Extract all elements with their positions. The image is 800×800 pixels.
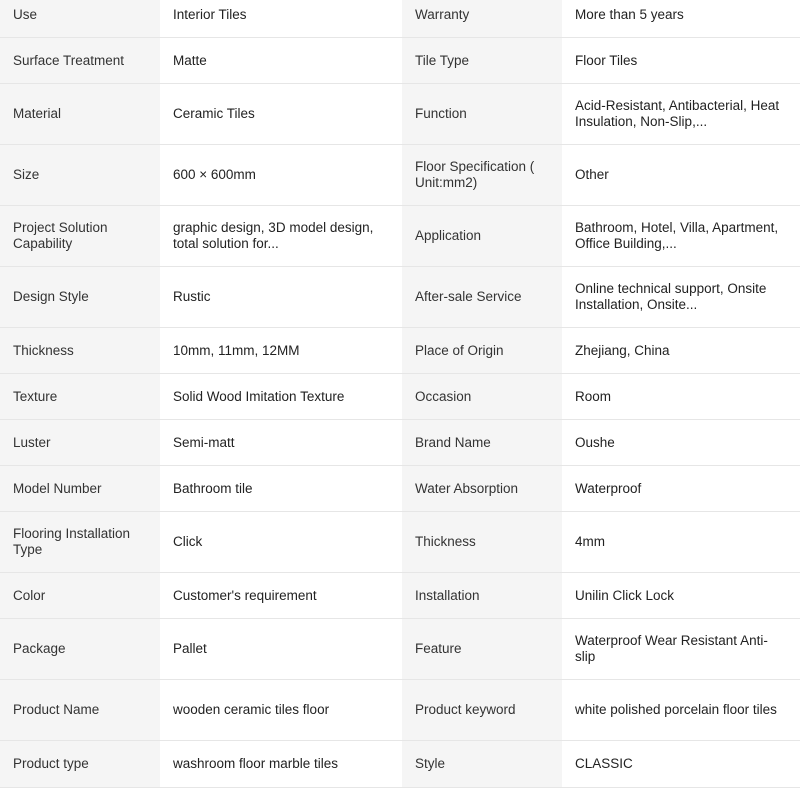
attribute-value: Click xyxy=(160,512,402,573)
attribute-value: Interior Tiles xyxy=(160,0,402,38)
table-row xyxy=(0,145,800,206)
attribute-name: Surface Treatment xyxy=(0,38,160,84)
attribute-value: Semi-matt xyxy=(160,420,402,466)
table-row xyxy=(0,741,800,788)
table-row xyxy=(0,84,800,145)
attribute-value: wooden ceramic tiles floor xyxy=(160,680,402,741)
attribute-name: Product type xyxy=(0,741,160,788)
attribute-name: After-sale Service xyxy=(402,267,562,328)
table-row xyxy=(0,573,800,619)
attribute-name: Project Solution Capability xyxy=(0,206,160,267)
attribute-name: Design Style xyxy=(0,267,160,328)
attribute-value: Waterproof Wear Resistant Anti-slip xyxy=(562,619,800,680)
attribute-value: Ceramic Tiles xyxy=(160,84,402,145)
attribute-value: 10mm, 11mm, 12MM xyxy=(160,328,402,374)
attribute-name: Warranty xyxy=(402,0,562,38)
table-row xyxy=(0,374,800,420)
attribute-value: Oushe xyxy=(562,420,800,466)
table-row xyxy=(0,206,800,267)
attribute-value: Solid Wood Imitation Texture xyxy=(160,374,402,420)
attribute-value: Pallet xyxy=(160,619,402,680)
attribute-value: Unilin Click Lock xyxy=(562,573,800,619)
attribute-name: Application xyxy=(402,206,562,267)
attribute-value: Online technical support, Onsite Installation, Onsite... xyxy=(562,267,800,328)
attribute-name: Occasion xyxy=(402,374,562,420)
attribute-name: Product keyword xyxy=(402,680,562,741)
attribute-name: Thickness xyxy=(402,512,562,573)
table-row xyxy=(0,512,800,573)
table-row xyxy=(0,466,800,512)
attribute-name: Package xyxy=(0,619,160,680)
table-row xyxy=(0,267,800,328)
attribute-value: Matte xyxy=(160,38,402,84)
attribute-name: Product Name xyxy=(0,680,160,741)
attribute-value: 600 × 600mm xyxy=(160,145,402,206)
attribute-value: 4mm xyxy=(562,512,800,573)
attribute-name: Feature xyxy=(402,619,562,680)
attribute-name: Style xyxy=(402,741,562,788)
attribute-name: Function xyxy=(402,84,562,145)
attribute-name: Model Number xyxy=(0,466,160,512)
attribute-value: Bathroom tile xyxy=(160,466,402,512)
attribute-value: Room xyxy=(562,374,800,420)
table-row xyxy=(0,38,800,84)
attribute-name: Installation xyxy=(402,573,562,619)
attribute-value: white polished porcelain floor tiles xyxy=(562,680,800,741)
attribute-name: Material xyxy=(0,84,160,145)
attribute-value: CLASSIC xyxy=(562,741,800,788)
attribute-value: Other xyxy=(562,145,800,206)
table-row xyxy=(0,328,800,374)
attribute-value: Floor Tiles xyxy=(562,38,800,84)
attribute-value: More than 5 years xyxy=(562,0,800,38)
attribute-name: Use xyxy=(0,0,160,38)
attribute-value: washroom floor marble tiles xyxy=(160,741,402,788)
table-row xyxy=(0,420,800,466)
attribute-value: Acid-Resistant, Antibacterial, Heat Insulation, Non-Slip,... xyxy=(562,84,800,145)
attribute-value: graphic design, 3D model design, total solution for... xyxy=(160,206,402,267)
attribute-name: Tile Type xyxy=(402,38,562,84)
attribute-value: Waterproof xyxy=(562,466,800,512)
attribute-name: Luster xyxy=(0,420,160,466)
attribute-name: Texture xyxy=(0,374,160,420)
table-row xyxy=(0,0,800,38)
attribute-name: Floor Specification ( Unit:mm2) xyxy=(402,145,562,206)
attribute-name: Water Absorption xyxy=(402,466,562,512)
attribute-name: Brand Name xyxy=(402,420,562,466)
attribute-value: Rustic xyxy=(160,267,402,328)
attribute-name: Size xyxy=(0,145,160,206)
table-row xyxy=(0,680,800,741)
attribute-value: Customer's requirement xyxy=(160,573,402,619)
attribute-name: Thickness xyxy=(0,328,160,374)
attribute-value: Bathroom, Hotel, Villa, Apartment, Office Building,... xyxy=(562,206,800,267)
attribute-name: Place of Origin xyxy=(402,328,562,374)
attribute-name: Color xyxy=(0,573,160,619)
table-row xyxy=(0,619,800,680)
attribute-value: Zhejiang, China xyxy=(562,328,800,374)
attribute-name: Flooring Installation Type xyxy=(0,512,160,573)
